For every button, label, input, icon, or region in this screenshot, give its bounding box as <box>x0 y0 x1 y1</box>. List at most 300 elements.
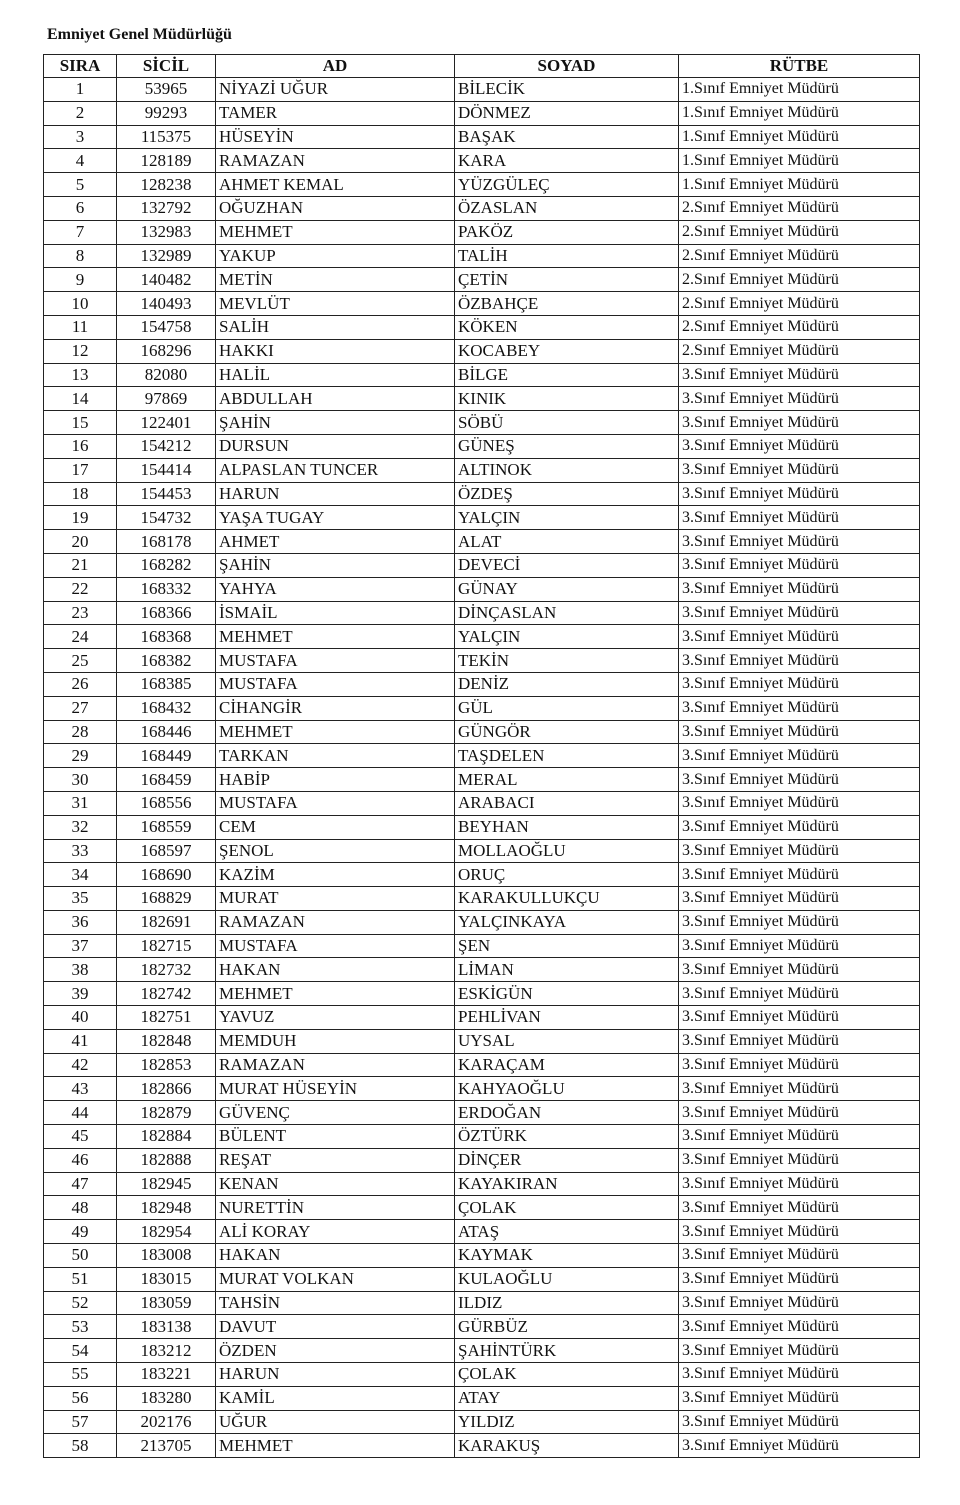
cell-sira: 40 <box>44 1006 117 1030</box>
cell-sira: 1 <box>44 78 117 102</box>
cell-sicil: 182884 <box>117 1125 216 1149</box>
cell-sicil: 168829 <box>117 887 216 911</box>
cell-soyad: ÖZDEŞ <box>455 482 679 506</box>
cell-sira: 13 <box>44 363 117 387</box>
cell-sira: 58 <box>44 1434 117 1458</box>
cell-soyad: ÖZASLAN <box>455 196 679 220</box>
cell-rutbe: 3.Sınıf Emniyet Müdürü <box>679 887 920 911</box>
cell-ad: İSMAİL <box>216 601 455 625</box>
cell-rutbe: 3.Sınıf Emniyet Müdürü <box>679 1029 920 1053</box>
cell-ad: HAKAN <box>216 958 455 982</box>
column-header-rutbe: RÜTBE <box>679 55 920 78</box>
table-row <box>44 768 920 792</box>
cell-sira: 14 <box>44 387 117 411</box>
table-row <box>44 553 920 577</box>
cell-rutbe: 3.Sınıf Emniyet Müdürü <box>679 1148 920 1172</box>
cell-soyad: SÖBÜ <box>455 411 679 435</box>
cell-sira: 49 <box>44 1220 117 1244</box>
cell-sicil: 183059 <box>117 1291 216 1315</box>
cell-sira: 34 <box>44 863 117 887</box>
cell-ad: YAVUZ <box>216 1006 455 1030</box>
cell-sicil: 115375 <box>117 125 216 149</box>
cell-sicil: 182853 <box>117 1053 216 1077</box>
cell-rutbe: 3.Sınıf Emniyet Müdürü <box>679 863 920 887</box>
cell-soyad: DEVECİ <box>455 553 679 577</box>
cell-ad: KAMİL <box>216 1386 455 1410</box>
cell-soyad: ARABACI <box>455 791 679 815</box>
cell-rutbe: 3.Sınıf Emniyet Müdürü <box>679 1006 920 1030</box>
table-row <box>44 1315 920 1339</box>
cell-ad: MEHMET <box>216 625 455 649</box>
cell-sira: 57 <box>44 1410 117 1434</box>
cell-sicil: 132989 <box>117 244 216 268</box>
cell-rutbe: 3.Sınıf Emniyet Müdürü <box>679 910 920 934</box>
table-row <box>44 482 920 506</box>
cell-soyad: ÇOLAK <box>455 1363 679 1387</box>
cell-soyad: BİLECİK <box>455 78 679 102</box>
cell-rutbe: 1.Sınıf Emniyet Müdürü <box>679 78 920 102</box>
cell-sicil: 132792 <box>117 196 216 220</box>
cell-rutbe: 3.Sınıf Emniyet Müdürü <box>679 625 920 649</box>
cell-ad: MEMDUH <box>216 1029 455 1053</box>
cell-sicil: 99293 <box>117 101 216 125</box>
table-row <box>44 577 920 601</box>
cell-ad: BÜLENT <box>216 1125 455 1149</box>
cell-soyad: YILDIZ <box>455 1410 679 1434</box>
cell-sira: 53 <box>44 1315 117 1339</box>
cell-sicil: 182954 <box>117 1220 216 1244</box>
cell-soyad: ATAŞ <box>455 1220 679 1244</box>
table-row <box>44 1267 920 1291</box>
cell-ad: TAMER <box>216 101 455 125</box>
cell-soyad: GÜL <box>455 696 679 720</box>
cell-sicil: 182948 <box>117 1196 216 1220</box>
cell-sicil: 168282 <box>117 553 216 577</box>
cell-ad: MEHMET <box>216 720 455 744</box>
table-row <box>44 1339 920 1363</box>
cell-soyad: TALİH <box>455 244 679 268</box>
cell-soyad: KINIK <box>455 387 679 411</box>
cell-soyad: BİLGE <box>455 363 679 387</box>
cell-soyad: KULAOĞLU <box>455 1267 679 1291</box>
personnel-table <box>43 54 920 1458</box>
cell-rutbe: 3.Sınıf Emniyet Müdürü <box>679 601 920 625</box>
cell-sira: 2 <box>44 101 117 125</box>
cell-ad: ALPASLAN TUNCER <box>216 458 455 482</box>
table-row <box>44 934 920 958</box>
cell-sira: 15 <box>44 411 117 435</box>
table-row <box>44 744 920 768</box>
cell-ad: MURAT VOLKAN <box>216 1267 455 1291</box>
cell-rutbe: 2.Sınıf Emniyet Müdürü <box>679 292 920 316</box>
cell-sira: 6 <box>44 196 117 220</box>
cell-soyad: TAŞDELEN <box>455 744 679 768</box>
cell-soyad: YALÇINKAYA <box>455 910 679 934</box>
cell-rutbe: 3.Sınıf Emniyet Müdürü <box>679 482 920 506</box>
table-row <box>44 363 920 387</box>
table-row <box>44 220 920 244</box>
table-row <box>44 1291 920 1315</box>
table-row <box>44 292 920 316</box>
cell-sira: 32 <box>44 815 117 839</box>
cell-soyad: DÖNMEZ <box>455 101 679 125</box>
cell-soyad: PEHLİVAN <box>455 1006 679 1030</box>
column-header-sicil: SİCİL <box>117 55 216 78</box>
cell-sira: 39 <box>44 982 117 1006</box>
cell-ad: HALİL <box>216 363 455 387</box>
cell-sira: 55 <box>44 1363 117 1387</box>
table-row <box>44 863 920 887</box>
cell-sira: 51 <box>44 1267 117 1291</box>
cell-ad: YAHYA <box>216 577 455 601</box>
cell-sicil: 182848 <box>117 1029 216 1053</box>
table-row <box>44 268 920 292</box>
page-title: Emniyet Genel Müdürlüğü <box>47 26 232 43</box>
cell-soyad: KOCABEY <box>455 339 679 363</box>
cell-rutbe: 3.Sınıf Emniyet Müdürü <box>679 1434 920 1458</box>
cell-rutbe: 3.Sınıf Emniyet Müdürü <box>679 506 920 530</box>
cell-sicil: 182888 <box>117 1148 216 1172</box>
cell-sicil: 183221 <box>117 1363 216 1387</box>
cell-sira: 27 <box>44 696 117 720</box>
cell-sira: 30 <box>44 768 117 792</box>
cell-sira: 48 <box>44 1196 117 1220</box>
cell-rutbe: 2.Sınıf Emniyet Müdürü <box>679 220 920 244</box>
cell-sicil: 182732 <box>117 958 216 982</box>
cell-sira: 31 <box>44 791 117 815</box>
cell-rutbe: 3.Sınıf Emniyet Müdürü <box>679 672 920 696</box>
cell-sira: 29 <box>44 744 117 768</box>
cell-ad: ÖZDEN <box>216 1339 455 1363</box>
cell-soyad: MERAL <box>455 768 679 792</box>
cell-ad: MEVLÜT <box>216 292 455 316</box>
cell-ad: TARKAN <box>216 744 455 768</box>
cell-sicil: 168178 <box>117 530 216 554</box>
cell-sicil: 183280 <box>117 1386 216 1410</box>
table-row <box>44 1410 920 1434</box>
cell-sicil: 168446 <box>117 720 216 744</box>
cell-sicil: 154758 <box>117 315 216 339</box>
cell-sira: 5 <box>44 173 117 197</box>
cell-soyad: GÜRBÜZ <box>455 1315 679 1339</box>
cell-rutbe: 3.Sınıf Emniyet Müdürü <box>679 696 920 720</box>
cell-sicil: 53965 <box>117 78 216 102</box>
cell-soyad: KÖKEN <box>455 315 679 339</box>
cell-soyad: KARAKUŞ <box>455 1434 679 1458</box>
cell-ad: NİYAZİ UĞUR <box>216 78 455 102</box>
cell-rutbe: 3.Sınıf Emniyet Müdürü <box>679 577 920 601</box>
cell-rutbe: 3.Sınıf Emniyet Müdürü <box>679 1267 920 1291</box>
cell-sicil: 168385 <box>117 672 216 696</box>
cell-sicil: 182866 <box>117 1077 216 1101</box>
cell-sicil: 183008 <box>117 1244 216 1268</box>
cell-soyad: ESKİGÜN <box>455 982 679 1006</box>
cell-rutbe: 3.Sınıf Emniyet Müdürü <box>679 1196 920 1220</box>
cell-sira: 23 <box>44 601 117 625</box>
cell-sira: 36 <box>44 910 117 934</box>
table-row <box>44 1196 920 1220</box>
cell-sicil: 154212 <box>117 434 216 458</box>
cell-sira: 22 <box>44 577 117 601</box>
cell-rutbe: 3.Sınıf Emniyet Müdürü <box>679 768 920 792</box>
cell-soyad: ŞAHİNTÜRK <box>455 1339 679 1363</box>
cell-ad: TAHSİN <box>216 1291 455 1315</box>
table-row <box>44 1220 920 1244</box>
table-row <box>44 1006 920 1030</box>
table-row <box>44 315 920 339</box>
cell-soyad: UYSAL <box>455 1029 679 1053</box>
cell-sicil: 140493 <box>117 292 216 316</box>
cell-sira: 24 <box>44 625 117 649</box>
cell-ad: RAMAZAN <box>216 1053 455 1077</box>
cell-sira: 9 <box>44 268 117 292</box>
cell-sicil: 182945 <box>117 1172 216 1196</box>
cell-sira: 43 <box>44 1077 117 1101</box>
cell-sicil: 213705 <box>117 1434 216 1458</box>
cell-sira: 45 <box>44 1125 117 1149</box>
table-row <box>44 387 920 411</box>
cell-rutbe: 3.Sınıf Emniyet Müdürü <box>679 649 920 673</box>
table-row <box>44 672 920 696</box>
table-row <box>44 101 920 125</box>
cell-ad: MEHMET <box>216 1434 455 1458</box>
cell-ad: YAKUP <box>216 244 455 268</box>
cell-sicil: 128238 <box>117 173 216 197</box>
cell-ad: DAVUT <box>216 1315 455 1339</box>
cell-sira: 47 <box>44 1172 117 1196</box>
cell-soyad: GÜNAY <box>455 577 679 601</box>
table-row <box>44 149 920 173</box>
cell-sira: 11 <box>44 315 117 339</box>
table-body <box>44 78 920 1458</box>
table-row <box>44 1244 920 1268</box>
cell-soyad: KARAKULLUKÇU <box>455 887 679 911</box>
cell-sira: 25 <box>44 649 117 673</box>
table-row <box>44 1363 920 1387</box>
cell-soyad: ÇETİN <box>455 268 679 292</box>
cell-rutbe: 1.Sınıf Emniyet Müdürü <box>679 101 920 125</box>
cell-sira: 3 <box>44 125 117 149</box>
cell-sicil: 182715 <box>117 934 216 958</box>
cell-ad: KAZİM <box>216 863 455 887</box>
table-row <box>44 244 920 268</box>
cell-sira: 19 <box>44 506 117 530</box>
table-row <box>44 506 920 530</box>
cell-ad: ŞAHİN <box>216 553 455 577</box>
table-row <box>44 1386 920 1410</box>
cell-soyad: GÜNGÖR <box>455 720 679 744</box>
table-row <box>44 887 920 911</box>
table-row <box>44 720 920 744</box>
cell-sira: 38 <box>44 958 117 982</box>
cell-sira: 41 <box>44 1029 117 1053</box>
cell-soyad: ALTINOK <box>455 458 679 482</box>
cell-soyad: KAHYAOĞLU <box>455 1077 679 1101</box>
cell-sicil: 97869 <box>117 387 216 411</box>
table-row <box>44 78 920 102</box>
cell-sicil: 168382 <box>117 649 216 673</box>
cell-ad: ALİ KORAY <box>216 1220 455 1244</box>
table-row <box>44 1148 920 1172</box>
cell-sicil: 182751 <box>117 1006 216 1030</box>
cell-ad: REŞAT <box>216 1148 455 1172</box>
cell-sira: 7 <box>44 220 117 244</box>
cell-sira: 35 <box>44 887 117 911</box>
cell-ad: MUSTAFA <box>216 649 455 673</box>
table-row <box>44 958 920 982</box>
cell-soyad: ŞEN <box>455 934 679 958</box>
cell-ad: HARUN <box>216 1363 455 1387</box>
cell-ad: OĞUZHAN <box>216 196 455 220</box>
cell-sira: 56 <box>44 1386 117 1410</box>
cell-rutbe: 3.Sınıf Emniyet Müdürü <box>679 839 920 863</box>
cell-soyad: KAYMAK <box>455 1244 679 1268</box>
cell-rutbe: 3.Sınıf Emniyet Müdürü <box>679 1053 920 1077</box>
cell-rutbe: 1.Sınıf Emniyet Müdürü <box>679 149 920 173</box>
cell-rutbe: 3.Sınıf Emniyet Müdürü <box>679 791 920 815</box>
table-row <box>44 910 920 934</box>
cell-rutbe: 3.Sınıf Emniyet Müdürü <box>679 1315 920 1339</box>
cell-sira: 10 <box>44 292 117 316</box>
cell-sicil: 168597 <box>117 839 216 863</box>
cell-sira: 8 <box>44 244 117 268</box>
cell-ad: AHMET <box>216 530 455 554</box>
cell-rutbe: 2.Sınıf Emniyet Müdürü <box>679 315 920 339</box>
table-row <box>44 434 920 458</box>
cell-ad: MUSTAFA <box>216 791 455 815</box>
cell-sicil: 168432 <box>117 696 216 720</box>
cell-sicil: 182742 <box>117 982 216 1006</box>
cell-sira: 33 <box>44 839 117 863</box>
cell-ad: DURSUN <box>216 434 455 458</box>
cell-soyad: DENİZ <box>455 672 679 696</box>
cell-soyad: LİMAN <box>455 958 679 982</box>
cell-rutbe: 3.Sınıf Emniyet Müdürü <box>679 1220 920 1244</box>
column-header-soyad: SOYAD <box>455 55 679 78</box>
cell-sira: 46 <box>44 1148 117 1172</box>
cell-soyad: ÇOLAK <box>455 1196 679 1220</box>
table-row <box>44 458 920 482</box>
cell-soyad: YALÇIN <box>455 625 679 649</box>
cell-rutbe: 2.Sınıf Emniyet Müdürü <box>679 196 920 220</box>
cell-ad: RAMAZAN <box>216 149 455 173</box>
cell-rutbe: 3.Sınıf Emniyet Müdürü <box>679 1101 920 1125</box>
cell-sicil: 182691 <box>117 910 216 934</box>
cell-ad: HAKKI <box>216 339 455 363</box>
cell-rutbe: 3.Sınıf Emniyet Müdürü <box>679 1077 920 1101</box>
cell-ad: KENAN <box>216 1172 455 1196</box>
cell-sira: 52 <box>44 1291 117 1315</box>
cell-ad: GÜVENÇ <box>216 1101 455 1125</box>
cell-sicil: 168459 <box>117 768 216 792</box>
cell-sira: 12 <box>44 339 117 363</box>
cell-soyad: KAYAKIRAN <box>455 1172 679 1196</box>
cell-rutbe: 3.Sınıf Emniyet Müdürü <box>679 720 920 744</box>
cell-sira: 54 <box>44 1339 117 1363</box>
cell-rutbe: 3.Sınıf Emniyet Müdürü <box>679 1291 920 1315</box>
cell-ad: ŞAHİN <box>216 411 455 435</box>
table-row <box>44 1434 920 1458</box>
cell-rutbe: 3.Sınıf Emniyet Müdürü <box>679 958 920 982</box>
cell-rutbe: 3.Sınıf Emniyet Müdürü <box>679 530 920 554</box>
column-header-ad: AD <box>216 55 455 78</box>
cell-soyad: MOLLAOĞLU <box>455 839 679 863</box>
cell-sira: 26 <box>44 672 117 696</box>
table-row <box>44 1101 920 1125</box>
cell-rutbe: 3.Sınıf Emniyet Müdürü <box>679 1386 920 1410</box>
cell-ad: HARUN <box>216 482 455 506</box>
cell-rutbe: 3.Sınıf Emniyet Müdürü <box>679 934 920 958</box>
cell-ad: ŞENOL <box>216 839 455 863</box>
table-row <box>44 1077 920 1101</box>
cell-sicil: 168556 <box>117 791 216 815</box>
cell-ad: CEM <box>216 815 455 839</box>
cell-sicil: 183015 <box>117 1267 216 1291</box>
cell-rutbe: 3.Sınıf Emniyet Müdürü <box>679 744 920 768</box>
cell-ad: YAŞA TUGAY <box>216 506 455 530</box>
cell-ad: METİN <box>216 268 455 292</box>
table-row <box>44 173 920 197</box>
cell-sicil: 202176 <box>117 1410 216 1434</box>
table-row <box>44 625 920 649</box>
cell-soyad: BAŞAK <box>455 125 679 149</box>
cell-sira: 20 <box>44 530 117 554</box>
cell-rutbe: 3.Sınıf Emniyet Müdürü <box>679 1363 920 1387</box>
table-row <box>44 1172 920 1196</box>
cell-rutbe: 3.Sınıf Emniyet Müdürü <box>679 982 920 1006</box>
cell-rutbe: 2.Sınıf Emniyet Müdürü <box>679 244 920 268</box>
cell-soyad: PAKÖZ <box>455 220 679 244</box>
cell-rutbe: 3.Sınıf Emniyet Müdürü <box>679 458 920 482</box>
cell-soyad: YÜZGÜLEÇ <box>455 173 679 197</box>
cell-sira: 18 <box>44 482 117 506</box>
cell-soyad: ATAY <box>455 1386 679 1410</box>
cell-sira: 28 <box>44 720 117 744</box>
cell-sicil: 182879 <box>117 1101 216 1125</box>
cell-sira: 44 <box>44 1101 117 1125</box>
table-row <box>44 815 920 839</box>
cell-rutbe: 3.Sınıf Emniyet Müdürü <box>679 1172 920 1196</box>
cell-rutbe: 3.Sınıf Emniyet Müdürü <box>679 1125 920 1149</box>
cell-sicil: 154732 <box>117 506 216 530</box>
cell-sicil: 168368 <box>117 625 216 649</box>
cell-rutbe: 3.Sınıf Emniyet Müdürü <box>679 1410 920 1434</box>
cell-rutbe: 1.Sınıf Emniyet Müdürü <box>679 173 920 197</box>
cell-soyad: ERDOĞAN <box>455 1101 679 1125</box>
table-row <box>44 1125 920 1149</box>
cell-rutbe: 3.Sınıf Emniyet Müdürü <box>679 553 920 577</box>
column-header-sira: SIRA <box>44 55 117 78</box>
cell-sicil: 168332 <box>117 577 216 601</box>
cell-ad: HAKAN <box>216 1244 455 1268</box>
cell-sicil: 168559 <box>117 815 216 839</box>
cell-sira: 42 <box>44 1053 117 1077</box>
cell-soyad: ILDIZ <box>455 1291 679 1315</box>
cell-sicil: 168366 <box>117 601 216 625</box>
cell-soyad: KARA <box>455 149 679 173</box>
cell-sira: 17 <box>44 458 117 482</box>
cell-sicil: 168296 <box>117 339 216 363</box>
cell-soyad: DİNÇER <box>455 1148 679 1172</box>
cell-ad: MURAT <box>216 887 455 911</box>
cell-ad: MEHMET <box>216 220 455 244</box>
cell-sicil: 168690 <box>117 863 216 887</box>
table-row <box>44 530 920 554</box>
cell-sicil: 122401 <box>117 411 216 435</box>
cell-soyad: ÖZBAHÇE <box>455 292 679 316</box>
cell-ad: MEHMET <box>216 982 455 1006</box>
cell-sicil: 132983 <box>117 220 216 244</box>
